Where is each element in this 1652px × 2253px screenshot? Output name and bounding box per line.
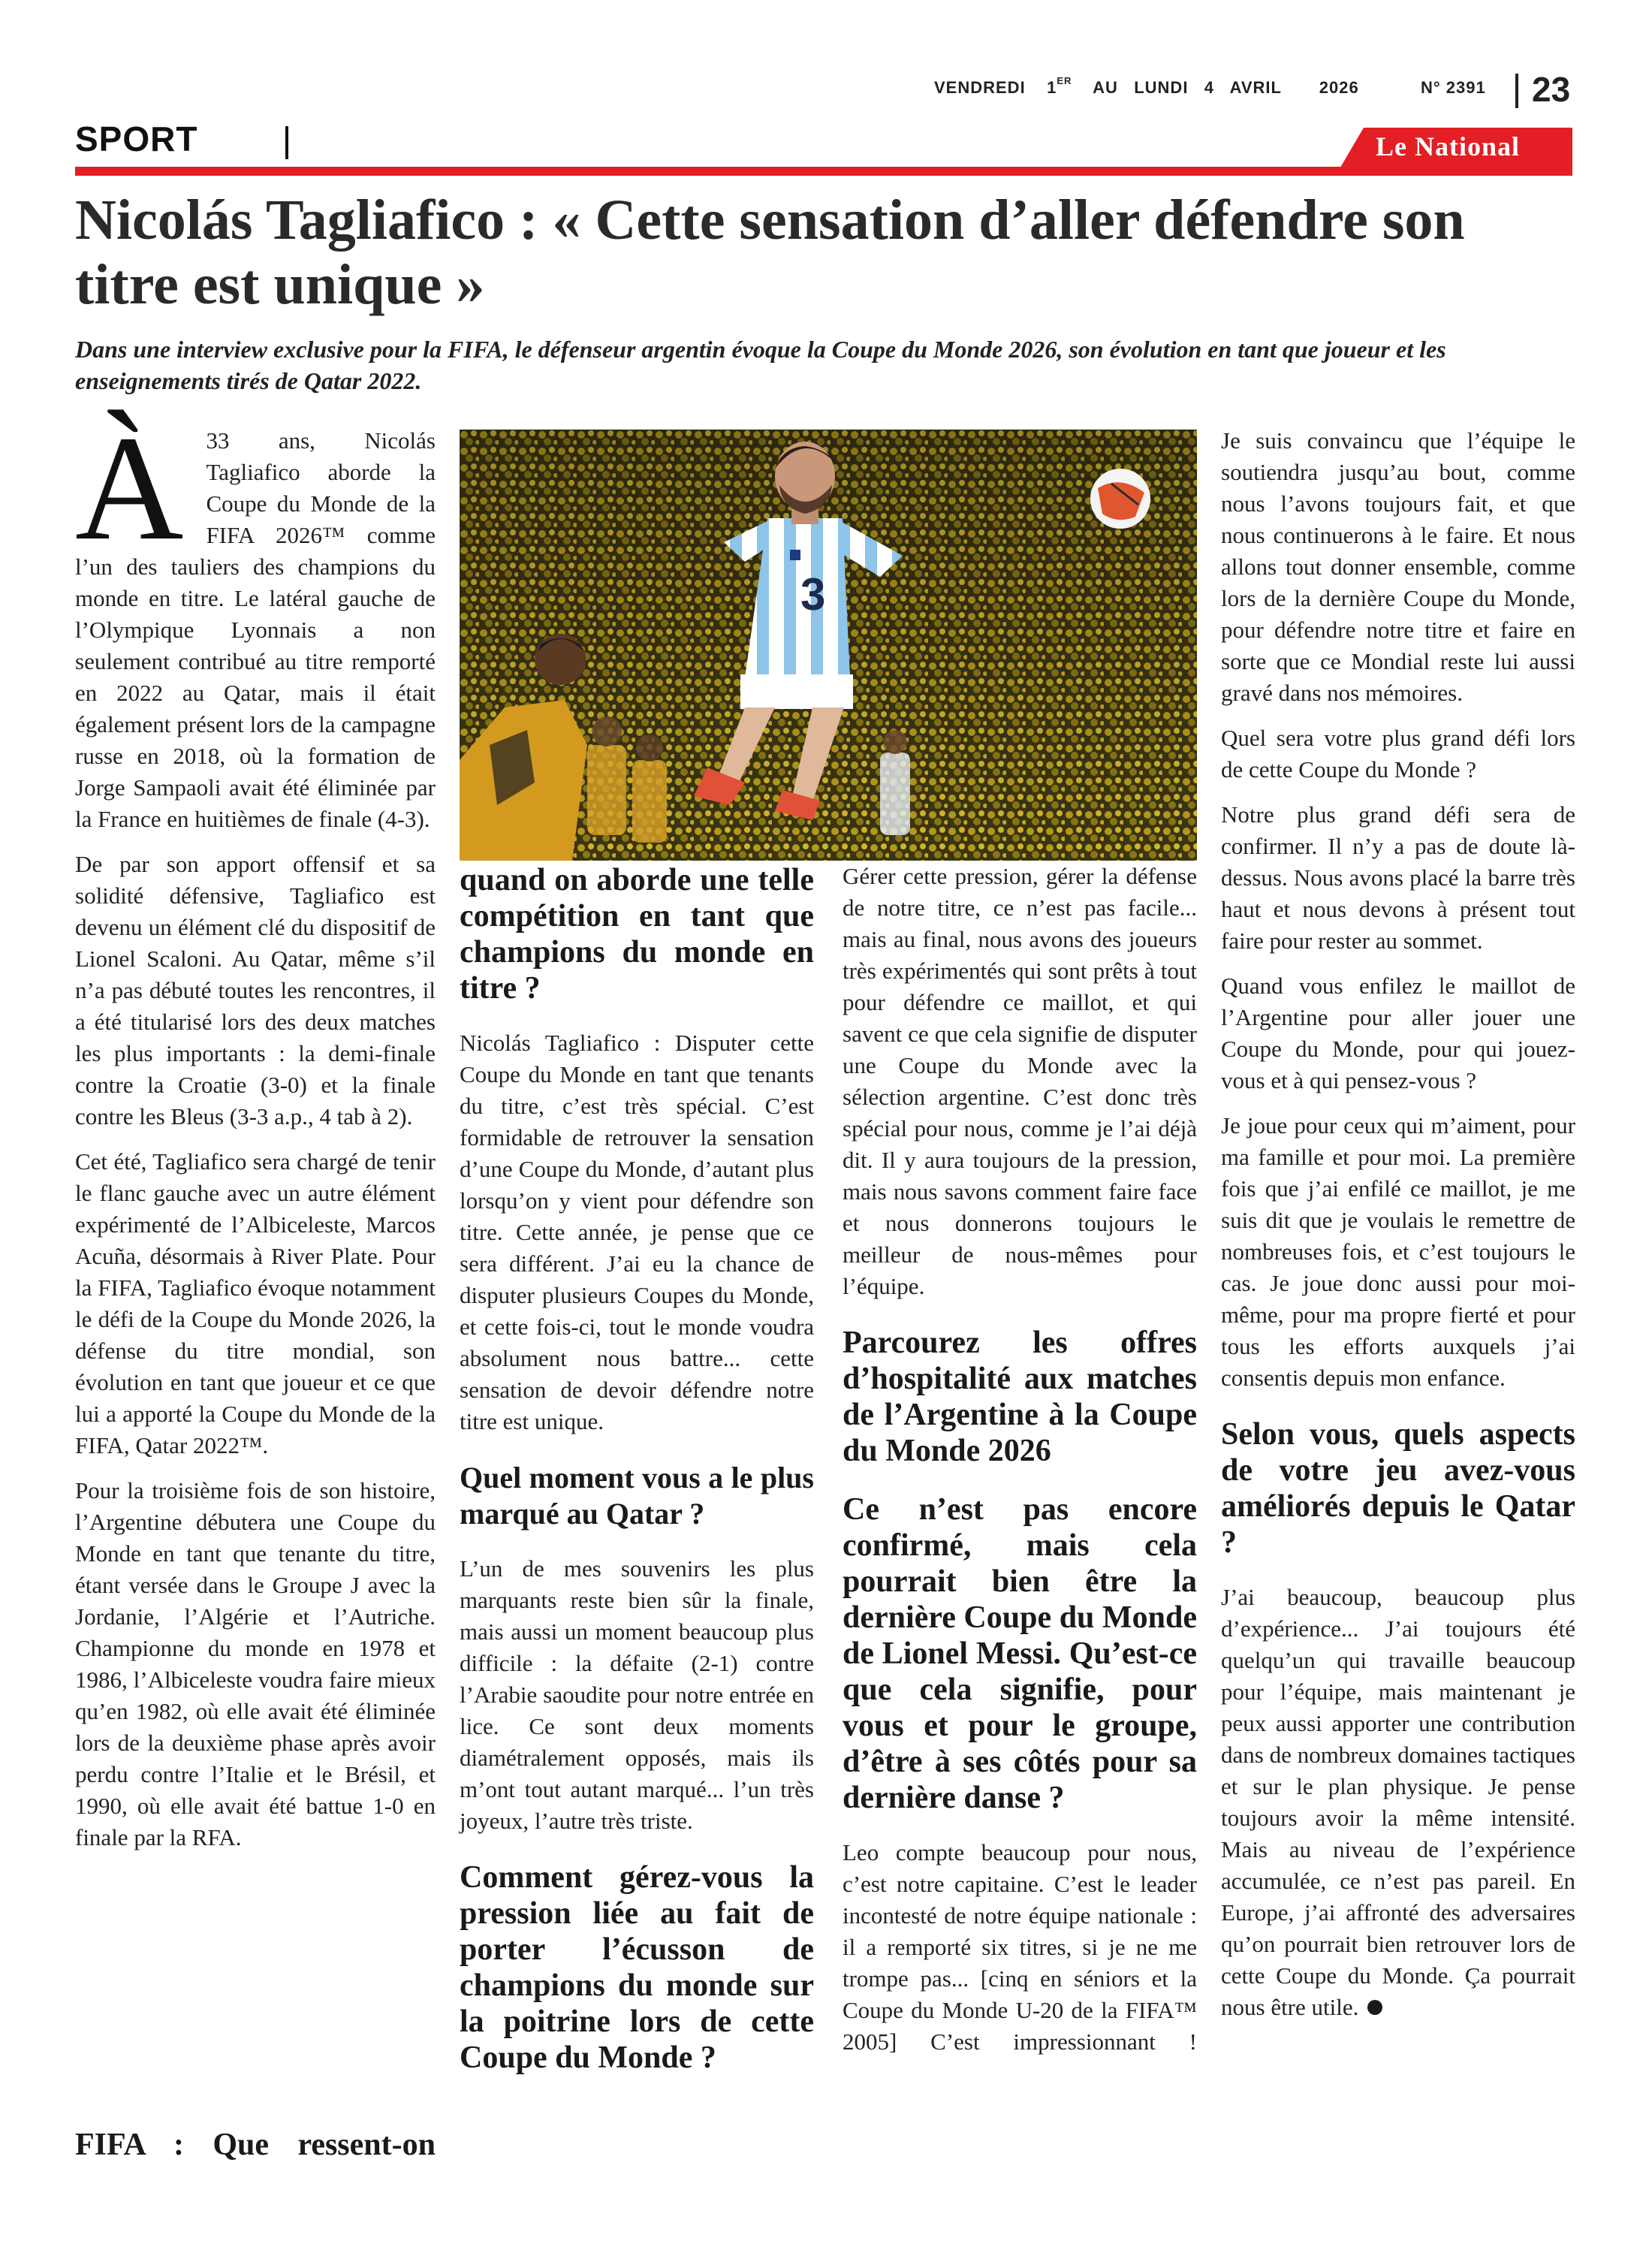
intro-paragraph: À 33 ans, Nicolás Tagliafico aborde la Coupe du Monde de la FIFA 2026™ comme l’un des tauliers des champions du monde en titre. Le latéral gauche de l’Olympique Lyonnais a non seulement contribué au titre remporté en 2022 au Qatar, mais il était également présent lors de la campagne russe en 2018, où la formation de Jorge Sampaoli avait été éliminée par la France en huitièmes de finale (4-3). — [75, 406, 436, 832]
question-heading: Quel moment vous a le plus marqué au Qatar ? — [460, 1461, 814, 1531]
column-3 — [843, 861, 1197, 2071]
question-heading: quand on aborde une telle compétition en tant que champions du monde en titre ? — [460, 863, 814, 1006]
jersey-number: 3 — [800, 569, 826, 620]
football-photo-illustration — [460, 430, 1197, 861]
headline: Nicolás Tagliafico : « Cette sensation d’aller défendre son titre est unique » — [75, 189, 1465, 316]
brand-logo-text: Le National — [1376, 131, 1521, 161]
issue-number: N° 2391 — [1421, 78, 1486, 97]
column-2 — [460, 862, 814, 2097]
question-text: Quand vous enfilez le maillot de l’Argentine pour aller jouer une Coupe du Monde, pour qui jouez-vous et à qui pensez-vous ? — [1221, 973, 1575, 1093]
paragraph: Cet été, Tagliafico sera chargé de tenir le flanc gauche avec un autre élément expérimenté de l’Albiceleste, Marcos Acuña, désormais à River Plate. Pour la FIFA, Tagliafico évoque notamment le défi de la Coupe du Monde 2026, la défense du titre mondial, son évolution en tant que joueur et ce que lui a apporté la Coupe du Monde de la FIFA, Qatar 2022™. — [75, 1148, 436, 1458]
answer-paragraph: Je joue pour ceux qui m’aiment, pour ma famille et pour moi. La première fois que j’ai enfilé ce maillot, je me suis dit que je voulais le remettre de nombreuses fois, et c’est toujours le cas. Je joue donc aussi pour moi-même, pour ma propre fierté et pour tous les efforts auxquels j’ai consentis depuis mon enfance. — [1221, 1112, 1575, 1391]
article-photo — [460, 430, 1197, 861]
ball-icon — [1090, 469, 1150, 529]
answer-paragraph: Nicolás Tagliafico : Disputer cette Coupe du Monde en tant que tenants du titre, c’est très spécial. C’est formidable de retrouver la sensation d’une Coupe du Monde, d’autant plus lorsqu’on y vient pour défendre son titre. Cette année, je pense que ce sera différent. J’ai eu la chance de disputer plusieurs Coupes du Monde, et cette fois-ci, tout le monde voudra absolument nous battre... cette sensation de devoir défendre notre titre est unique. — [460, 1030, 814, 1434]
issue-date: VENDREDI 1ER AU LUNDI 4 AVRIL 2026 — [934, 75, 1359, 97]
column-4 — [1221, 425, 1575, 2037]
answer-paragraph: Gérer cette pression, gérer la défense de notre titre, ce n’est pas facile... mais au final, nous avons des joueurs très expérimentés qui sont prêts à tout pour défendre ce maillot, et qui savent ce que cela signifie de disputer une Coupe du Monde avec la sélection argentine. C’est donc très spécial pour nous, comme je l’ai déjà dit. Il y aura toujours de la pression, mais nous savons comment faire face et nous donnerons toujours le meilleur de nous-mêmes pour l’équipe. — [843, 863, 1197, 1299]
question-heading: Ce n’est pas encore confirmé, mais cela pourrait bien être la dernière Coupe du Monde de Lionel Messi. Qu’est-ce que cela signifie, pour vous et pour le groupe, d’être à ses côtés pour sa dernière danse ? — [843, 1492, 1197, 1815]
hospitality-promo: Parcourez les offres d’hospitalité aux matches de l’Argentine à la Coupe du Monde 2026 — [843, 1326, 1197, 1468]
lede: Dans une interview exclusive pour la FIFA, le défenseur argentin évoque la Coupe du Monde 2026, son évolution en tant que joueur et les enseignements tirés de Qatar 2022. — [75, 336, 1446, 394]
page-number: 23 — [1532, 70, 1571, 109]
answer-paragraph: Leo compte beaucoup pour nous, c’est notre capitaine. C’est le leader incontesté de notre équipe nationale : il a remporté six titres, si je ne me trompe pas... [cinq en séniors et la Coupe du Monde U-20 de la FIFA™ 2005] C’est impressionnant ! — [843, 1839, 1197, 2055]
section-label: SPORT — [75, 119, 198, 158]
end-mark-icon — [1367, 2000, 1382, 2015]
drop-cap: À — [75, 406, 184, 572]
answer-paragraph: L’un de mes souvenirs les plus marquants reste bien sûr la finale, mais aussi un moment beaucoup plus difficile : la défaite (2-1) contre l’Arabie saoudite pour notre entrée en lice. Ce sont deux moments diamétralement opposés, mais ils m’ont tout autant marqué... l’un très joyeux, l’autre très triste. — [460, 1555, 814, 1834]
question-heading: Comment gérez-vous la pression liée au fait de porter l’écusson de champions du monde sur la poitrine lors de cette Coupe du Monde ? — [460, 1860, 814, 2075]
header-divider — [1515, 74, 1518, 108]
section-divider — [285, 126, 288, 159]
question-start: FIFA : Que ressent-on — [75, 2128, 436, 2162]
question-heading: Selon vous, quels aspects de votre jeu avez-vous améliorés depuis le Qatar ? — [1221, 1417, 1575, 1560]
answer-paragraph: Je suis convaincu que l’équipe le soutiendra jusqu’au bout, comme nous l’avons toujours fait, et que nous continuerons à le faire. Et nous allons tout donner ensemble, comme lors de la dernière Coupe du Monde, pour défendre notre titre et faire en sorte que ce Mondial reste lui aussi gravé dans nos mémoires. — [1221, 427, 1575, 706]
question-text: Quel sera votre plus grand défi lors de cette Coupe du Monde ? — [1221, 725, 1575, 783]
answer-paragraph: Notre plus grand défi sera de confirmer. Il n’y a pas de doute là-dessus. Nous avons placé la barre très haut et nous devons à présent tout faire pour rester au sommet. — [1221, 801, 1575, 954]
header-rule — [75, 167, 1572, 176]
answer-paragraph: J’ai beaucoup, beaucoup plus d’expérience... J’ai toujours été quelqu’un qui travaille beaucoup pour l’équipe, mais maintenant je peux aussi apporter une contribution dans de nombreux domaines tactiques et sur le plan physique. Je pense toujours avoir la même intensité. Mais au niveau de l’expérience accumulée, ce n’est pas pareil. En Europe, j’ai affronté des adversaires qu’on pourrait bien retrouver lors de cette Coupe du Monde. Ça pourrait nous être utile. — [1221, 1584, 1575, 2020]
column-1 — [75, 406, 436, 1867]
paragraph: Pour la troisième fois de son histoire, l’Argentine débutera une Coupe du Monde en tant que tenante du titre, étant versée dans le Groupe J avec la Jordanie, l’Algérie et l’Autriche. Championne du monde en 1978 et 1986, l’Albiceleste voudra faire mieux qu’en 1982, où elle avait été éliminée lors de la deuxième phase après avoir perdu contre l’Italie et le Brésil, et 1990, où elle avait été battue 1-0 en finale par la RFA. — [75, 1477, 436, 1850]
paragraph: De par son apport offensif et sa solidité défensive, Tagliafico est devenu un élément clé du dispositif de Lionel Scaloni. Au Qatar, même s’il n’a pas débuté toutes les rencontres, il a été titularisé lors des deux matches les plus importants : la demi-finale contre la Croatie (3-0) et la finale contre les Bleus (3-3 a.p., 4 tab à 2). — [75, 851, 436, 1130]
